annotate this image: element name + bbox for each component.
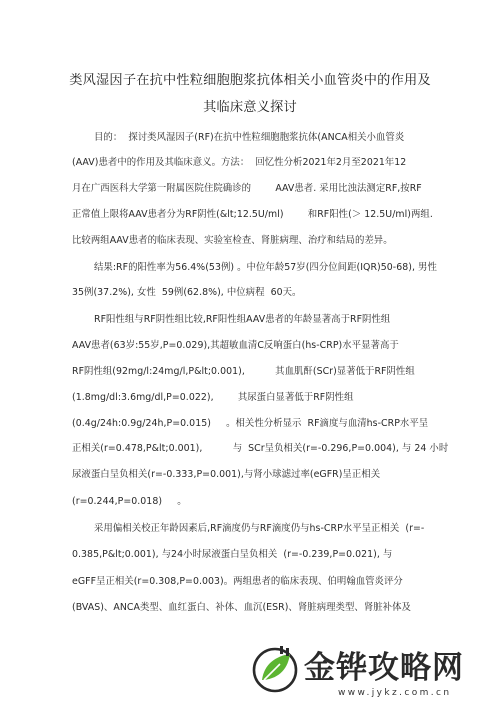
body-line: 目的： 探讨类风湿因子(RF)在抗中性粒细胞胞浆抗体(ANCA相关小血管炎 bbox=[94, 132, 405, 143]
watermark-brand-text: 金铧攻略网 bbox=[304, 650, 464, 686]
document-title-line-2: 其临床意义探讨 bbox=[203, 100, 297, 115]
body-line: RF阳性组与RF阴性组比较,RF阳性组AAV患者的年龄显著高于RF阴性组 bbox=[94, 314, 391, 325]
body-line: 采用偏相关校正年龄因素后,RF滴度仍与RF滴度仍与hs-CRP水平呈正相关 (r=- bbox=[94, 523, 425, 534]
body-line: AAV患者(63岁:55岁,P=0.029),其超敏血清C反响蛋白(hs-CRP)水平显著高于 bbox=[72, 340, 399, 351]
body-line: eGFF呈正相关(r=0.308,P=0.003)。两组患者的临床表现、伯明翰血管炎评分 bbox=[72, 576, 403, 587]
body-line: (AAV)患者中的作用及其临床意义。方法： 回忆性分析2021年2月至2021年12 bbox=[72, 157, 407, 168]
body-line: (1.8mg/dl:3.6mg/dl,P=0.022), 其尿蛋白显著低于RF阴性组 bbox=[72, 392, 354, 403]
body-line: 正相关(r=0.478,P&lt;0.001), 与 SCr呈负相关(r=-0.296,P=0.004), 与 24 小时 bbox=[72, 443, 449, 454]
body-line: 35例(37.2%), 女性 59例(62.8%), 中位病程 60天。 bbox=[72, 287, 302, 298]
body-line: (0.4g/24h:0.9g/24h,P=0.015) 。相关性分析显示 RF滴度与血清hs-CRP水平呈 bbox=[72, 418, 429, 429]
body-line: (r=0.244,P=0.018) 。 bbox=[72, 496, 187, 507]
site-watermark bbox=[238, 636, 500, 708]
body-line: 比较两组AAV患者的临床表现、实验室检查、肾脏病理、治疗和结局的差异。 bbox=[72, 235, 393, 246]
body-line: 0.385,P&lt;0.001), 与24小时尿液蛋白呈负相关 (r=-0.239,P=0.021), 与 bbox=[72, 549, 393, 560]
watermark-url: www.jykz.com.cn bbox=[338, 688, 452, 698]
body-line: 尿液蛋白呈负相关(r=-0.333,P=0.001),与肾小球滤过率(eGFR)呈正相关 bbox=[72, 469, 381, 480]
body-line: 正常值上限将AAV患者分为RF阴性(&lt;12.5U/ml) 和RF阳性(＞ 12.5U/ml)两组. bbox=[72, 209, 433, 220]
document-title-line-1: 类风湿因子在抗中性粒细胞胞浆抗体相关小血管炎中的作用及 bbox=[69, 73, 431, 88]
body-line: 结果:RF的阳性率为56.4%(53例) 。中位年龄57岁(四分位间距(IQR)50-68), 男性 bbox=[94, 262, 437, 273]
leaf-plug-icon bbox=[250, 644, 300, 694]
body-line: 月在广西医科大学第一附属医院住院确诊的 AAV患者. 采用比浊法测定RF,按RF bbox=[72, 183, 422, 194]
body-line: (BVAS)、ANCA类型、血红蛋白、补体、血沉(ESR)、肾脏病理类型、肾脏补体及 bbox=[72, 602, 411, 613]
body-line: RF阴性组(92mg/l:24mg/l,P&lt;0.001), 其血肌酐(SCr)显著低于RF阴性组 bbox=[72, 366, 415, 377]
